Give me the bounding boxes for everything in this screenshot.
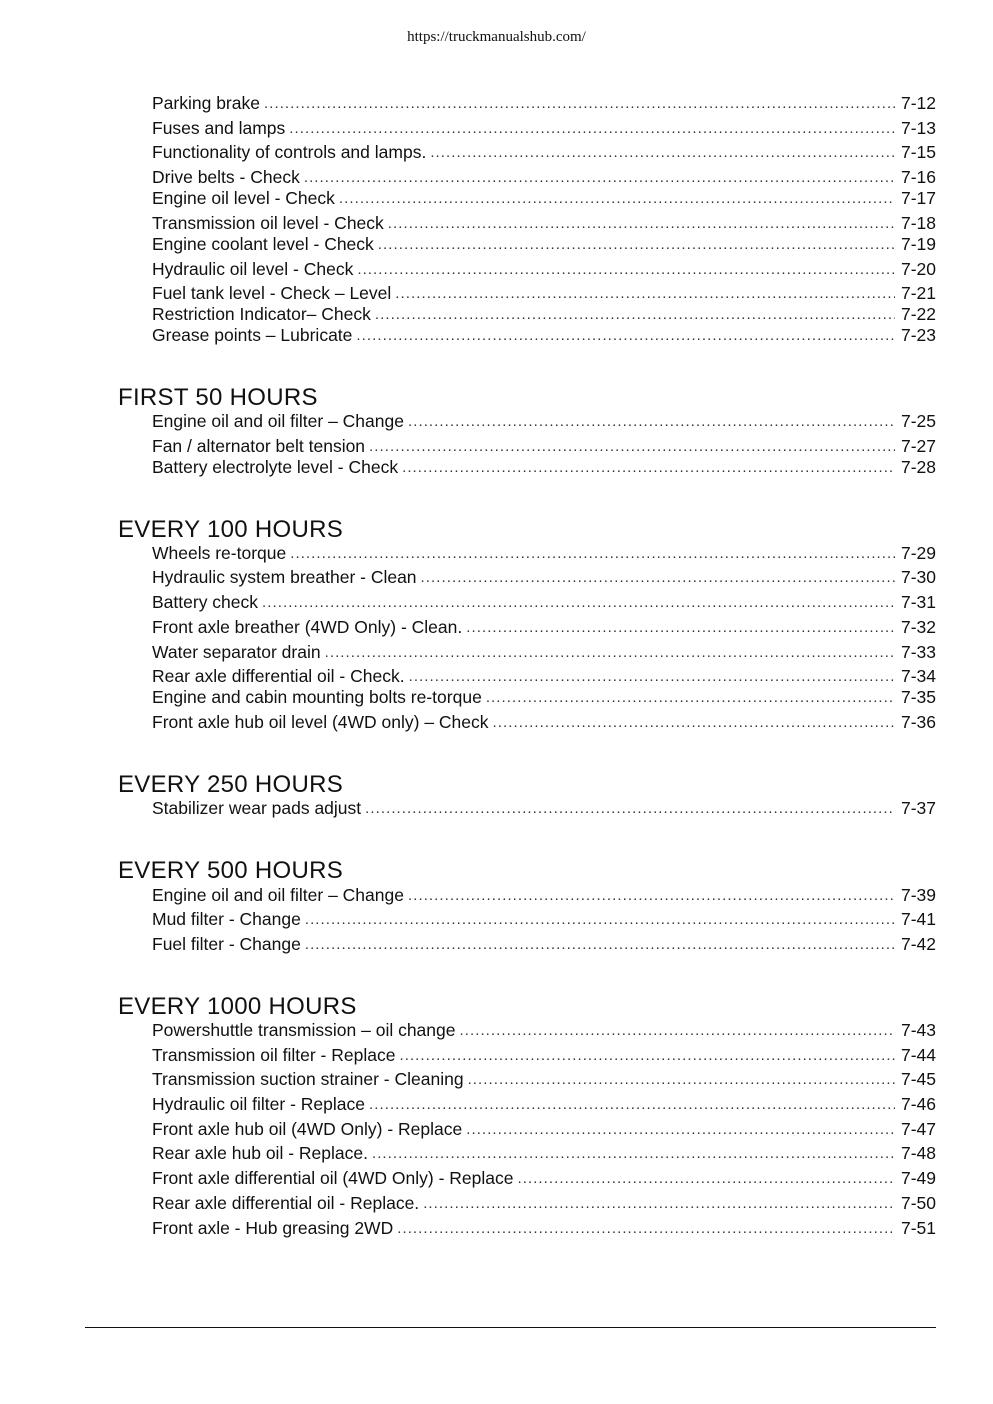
toc-entry-label: Water separator drain (152, 642, 321, 662)
dot-leader (372, 1144, 895, 1164)
toc-entry-page: 7-49 (900, 1168, 936, 1188)
section-title: EVERY 500 HOURS (118, 857, 344, 884)
toc-entry-page: 7-34 (900, 666, 936, 686)
dot-leader (305, 910, 895, 930)
dot-leader (402, 458, 895, 478)
dot-leader (486, 688, 895, 708)
toc-entry[interactable] (152, 187, 936, 209)
toc-entry[interactable] (152, 233, 936, 255)
toc-entry[interactable] (152, 1044, 936, 1066)
toc-entry-page: 7-45 (900, 1069, 936, 1089)
toc-entry[interactable] (152, 1019, 936, 1041)
section-title: EVERY 250 HOURS (118, 771, 344, 798)
toc-entry-label: Front axle breather (4WD Only) - Clean. (152, 617, 463, 637)
toc-entry-page: 7-31 (900, 592, 936, 612)
toc-entry[interactable] (152, 542, 936, 564)
toc-entry-page: 7-33 (900, 642, 936, 662)
toc-entry-page: 7-43 (900, 1020, 936, 1040)
toc-entry-label: Rear axle differential oil - Check. (152, 666, 405, 686)
toc-entry-page: 7-20 (900, 259, 936, 279)
toc-entry-page: 7-51 (900, 1218, 936, 1238)
toc-entry-label: Battery electrolyte level - Check (152, 457, 399, 477)
dot-leader (466, 618, 895, 638)
toc-entry-page: 7-35 (900, 687, 936, 707)
dot-leader (408, 412, 895, 432)
toc-entry-page: 7-25 (900, 411, 936, 431)
toc-entry[interactable] (152, 282, 936, 304)
toc-entry[interactable] (152, 665, 936, 687)
toc-entry-label: Rear axle hub oil - Replace. (152, 1143, 368, 1163)
dot-leader (395, 284, 895, 304)
toc-entry-label: Hydraulic system breather - Clean (152, 567, 417, 587)
toc-entry-label: Engine coolant level - Check (152, 234, 374, 254)
toc-entry-page: 7-13 (900, 118, 936, 138)
toc-entry[interactable] (152, 686, 936, 708)
toc-entry-page: 7-29 (900, 543, 936, 563)
toc-entry-page: 7-17 (900, 188, 936, 208)
toc-entry[interactable] (152, 117, 936, 139)
toc-entry-label: Transmission oil filter - Replace (152, 1045, 396, 1065)
section-title: EVERY 1000 HOURS (118, 993, 357, 1020)
dot-leader (369, 437, 895, 457)
toc-entry[interactable] (152, 1142, 936, 1164)
toc-entry-page: 7-39 (900, 885, 936, 905)
toc-entry-page: 7-48 (900, 1143, 936, 1163)
toc-entry-page: 7-15 (900, 142, 936, 162)
toc-entry[interactable] (152, 933, 936, 955)
toc-entry[interactable] (152, 797, 936, 819)
dot-leader (517, 1169, 894, 1189)
dot-leader (264, 94, 895, 114)
footer-divider (85, 1327, 936, 1328)
toc-entry-label: Fan / alternator belt tension (152, 436, 366, 456)
toc-entry-label: Hydraulic oil level - Check (152, 259, 354, 279)
toc-entry-page: 7-50 (900, 1193, 936, 1213)
toc-entry-label: Parking brake (152, 93, 260, 113)
dot-leader (409, 667, 895, 687)
toc-entry-label: Front axle - Hub greasing 2WD (152, 1218, 394, 1238)
toc-entry[interactable] (152, 1068, 936, 1090)
toc-entry-label: Front axle hub oil (4WD Only) - Replace (152, 1119, 463, 1139)
toc-entry-label: Front axle hub oil level (4WD only) – Check (152, 712, 489, 732)
toc-entry-label: Engine oil level - Check (152, 188, 335, 208)
dot-leader (357, 260, 895, 280)
dot-leader (466, 1120, 895, 1140)
toc-entry-label: Mud filter - Change (152, 909, 301, 929)
toc-entry-label: Restriction Indicator– Check (152, 304, 371, 324)
toc-entry-label: Front axle differential oil (4WD Only) - Replace (152, 1168, 514, 1188)
toc-entry-page: 7-44 (900, 1045, 936, 1065)
toc-entry[interactable] (152, 884, 936, 906)
toc-entry-page: 7-30 (900, 567, 936, 587)
dot-leader (356, 326, 895, 346)
toc-entry[interactable] (152, 166, 936, 188)
dot-leader (325, 643, 895, 663)
toc-entry[interactable] (152, 456, 936, 478)
dot-leader (305, 935, 895, 955)
toc-entry-page: 7-42 (900, 934, 936, 954)
toc-entry-label: Wheels re-torque (152, 543, 287, 563)
toc-entry-label: Engine oil and oil filter – Change (152, 411, 404, 431)
toc-entry[interactable] (152, 1093, 936, 1115)
header-url[interactable]: https://truckmanualshub.com/ (407, 29, 586, 45)
dot-leader (493, 713, 895, 733)
toc-entry-page: 7-22 (900, 304, 936, 324)
dot-leader (460, 1021, 895, 1041)
toc-entry[interactable] (152, 435, 936, 457)
toc-entry-page: 7-19 (900, 234, 936, 254)
toc-entry-page: 7-47 (900, 1119, 936, 1139)
dot-leader (375, 305, 895, 325)
toc-entry-page: 7-27 (900, 436, 936, 456)
toc-entry-label: Fuses and lamps (152, 118, 286, 138)
dot-leader (365, 799, 895, 819)
dot-leader (423, 1194, 895, 1214)
toc-entry-label: Drive belts - Check (152, 167, 300, 187)
dot-leader (408, 886, 895, 906)
toc-entry[interactable] (152, 1217, 936, 1239)
toc-entry[interactable] (152, 324, 936, 346)
dot-leader (397, 1219, 895, 1239)
dot-leader (421, 568, 895, 588)
dot-leader (339, 189, 895, 209)
dot-leader (399, 1046, 895, 1066)
toc-entry-label: Battery check (152, 592, 259, 612)
toc-entry-page: 7-28 (900, 457, 936, 477)
toc-entry[interactable] (152, 1192, 936, 1214)
toc-entry-page: 7-23 (900, 325, 936, 345)
toc-entry[interactable] (152, 908, 936, 930)
toc-entry-label: Fuel tank level - Check – Level (152, 283, 392, 303)
toc-entry-label: Engine and cabin mounting bolts re-torque (152, 687, 482, 707)
toc-entry-page: 7-12 (900, 93, 936, 113)
toc-entry[interactable] (152, 711, 936, 733)
dot-leader (289, 119, 895, 139)
dot-leader (304, 168, 895, 188)
toc-entry-label: Hydraulic oil filter - Replace (152, 1094, 365, 1114)
toc-entry-page: 7-21 (900, 283, 936, 303)
toc-entry-label: Grease points – Lubricate (152, 325, 353, 345)
dot-leader (430, 143, 895, 163)
dot-leader (378, 235, 895, 255)
dot-leader (369, 1095, 895, 1115)
toc-entry-label: Powershuttle transmission – oil change (152, 1020, 456, 1040)
toc-entry[interactable] (152, 1118, 936, 1140)
toc-entry-label: Rear axle differential oil - Replace. (152, 1193, 420, 1213)
toc-entry[interactable] (152, 141, 936, 163)
toc-entry[interactable] (152, 1167, 936, 1189)
toc-entry-page: 7-18 (900, 213, 936, 233)
toc-entry[interactable] (152, 212, 936, 234)
toc-entry-label: Stabilizer wear pads adjust (152, 798, 362, 818)
toc-entry-label: Transmission oil level - Check (152, 213, 384, 233)
toc-entry[interactable] (152, 616, 936, 638)
toc-entry[interactable] (152, 410, 936, 432)
toc-entry[interactable] (152, 303, 936, 325)
toc-entry[interactable] (152, 92, 936, 114)
toc-entry-label: Fuel filter - Change (152, 934, 301, 954)
toc-entry-page: 7-32 (900, 617, 936, 637)
toc-entry-label: Engine oil and oil filter – Change (152, 885, 404, 905)
dot-leader (262, 593, 895, 613)
dot-leader (290, 544, 895, 564)
toc-entry-page: 7-41 (900, 909, 936, 929)
section-title: EVERY 100 HOURS (118, 516, 344, 543)
dot-leader (388, 214, 895, 234)
section-title: FIRST 50 HOURS (118, 384, 318, 411)
toc-entry[interactable] (152, 258, 936, 280)
toc-entry[interactable] (152, 641, 936, 663)
toc-entry-label: Functionality of controls and lamps. (152, 142, 427, 162)
toc-entry[interactable] (152, 591, 936, 613)
toc-entry-page: 7-16 (900, 167, 936, 187)
toc-entry[interactable] (152, 566, 936, 588)
toc-entry-page: 7-46 (900, 1094, 936, 1114)
toc-entry-page: 7-36 (900, 712, 936, 732)
toc-entry-label: Transmission suction strainer - Cleaning (152, 1069, 464, 1089)
toc-entry-page: 7-37 (900, 798, 936, 818)
dot-leader (468, 1070, 895, 1090)
